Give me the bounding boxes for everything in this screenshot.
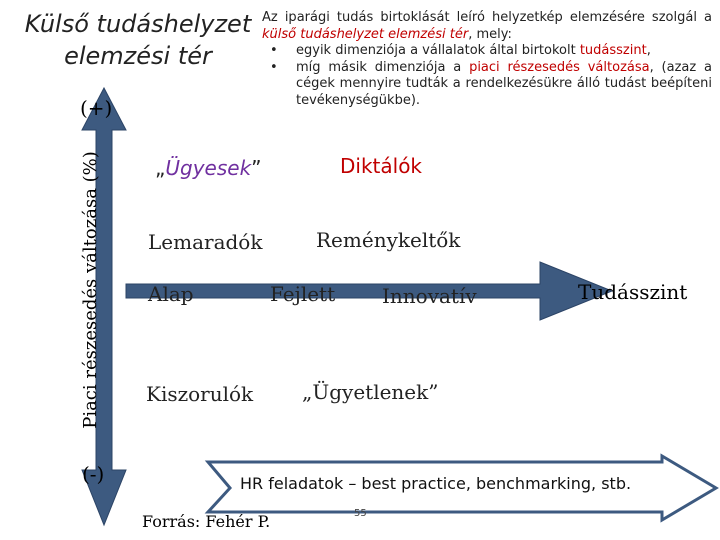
hr-tasks-text: HR feladatok – best practice, benchmarking, stb.	[240, 474, 632, 493]
bullet-1-text: egyik dimenziója a vállalatok által birtokolt	[296, 43, 580, 58]
source-note: Forrás: Fehér P.	[142, 512, 271, 531]
x-level-innovativ: Innovatív	[382, 284, 477, 308]
intro-bullet-1	[262, 43, 712, 60]
bullet-1-highlight: tudásszint	[579, 43, 647, 58]
intro-lead-2: , mely:	[468, 26, 512, 42]
intro-bullet-2	[262, 60, 712, 110]
quadrant-remenykeltok: Reménykeltők	[316, 228, 461, 252]
y-axis-plus-label: (+)	[80, 96, 113, 120]
quote-close: ”	[251, 156, 262, 180]
quadrant-ugyesek	[155, 156, 262, 180]
quadrant-lemaradok: Lemaradók	[148, 230, 263, 254]
bullet-icon: •	[270, 43, 278, 58]
bullet-1-end: ,	[646, 43, 651, 58]
quadrant-diktalok: Diktálók	[340, 154, 423, 178]
bullet-2-text: míg másik dimenziója a	[296, 59, 470, 75]
horizontal-axis-arrow	[126, 262, 612, 320]
quote-open: „	[155, 156, 166, 180]
page-number: 55	[354, 508, 367, 519]
quadrant-kiszorulok: Kiszorulók	[146, 382, 254, 406]
ugyesek-word: Ügyesek	[165, 156, 252, 180]
x-axis-label: Tudásszint	[578, 280, 688, 304]
bullet-icon: •	[270, 59, 278, 75]
intro-lead-1: Az iparági tudás birtoklását leíró helyzetkép elemzésére szolgál a	[262, 10, 712, 25]
intro-text	[262, 10, 712, 109]
intro-bullets	[262, 43, 712, 109]
y-axis-minus-label: (-)	[82, 462, 105, 486]
bullet-2-end: , (azaz a cégek mennyire tudták a rendelkezésükre álló tudást beépíteni tevékenységükbe).	[296, 59, 712, 108]
x-level-alap: Alap	[148, 282, 194, 306]
quadrant-ugyetlenek: „Ügyetlenek”	[302, 380, 439, 404]
x-level-fejlett: Fejlett	[270, 282, 336, 306]
intro-lead-em: külső tudáshelyzet elemzési tér	[262, 26, 469, 42]
bullet-2-highlight: piaci részesedés változása	[469, 59, 650, 75]
y-axis-label: Piaci részesedés változása (%)	[80, 151, 101, 429]
page-title: Külső tudáshelyzet elemzési tér	[24, 10, 252, 70]
